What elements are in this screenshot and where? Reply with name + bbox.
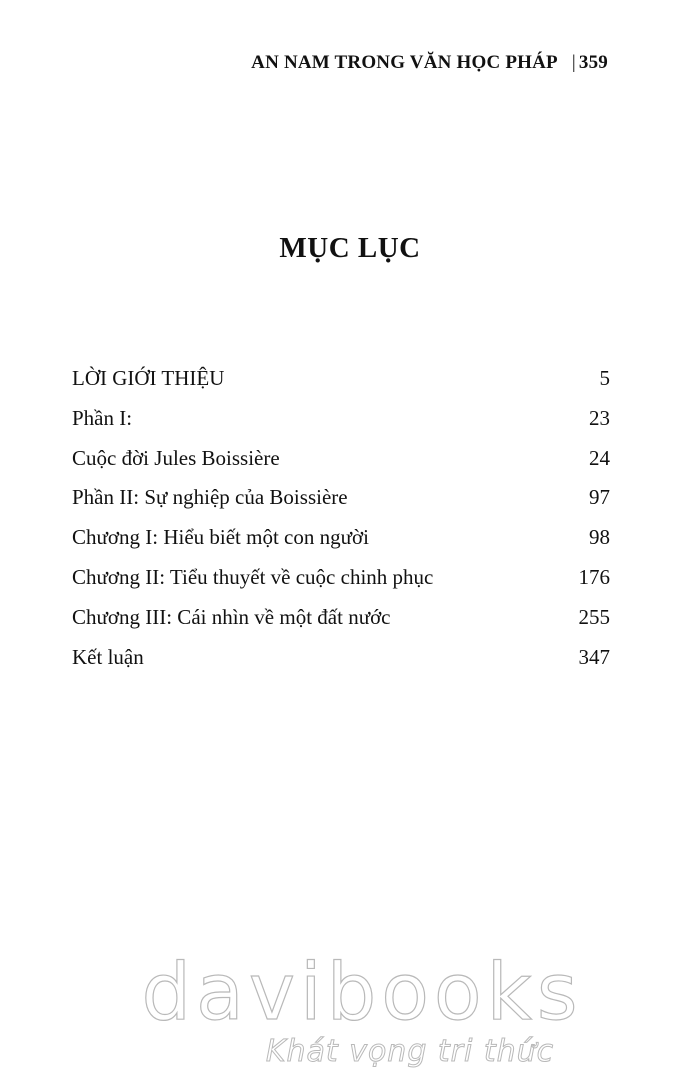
toc-entry-chapter-1: [72, 525, 610, 565]
toc-entry-label: Chương II: Tiểu thuyết về cuộc chinh phục: [72, 564, 434, 589]
toc-entry-label: LỜI GIỚI THIỆU: [72, 366, 225, 390]
page-number: 359: [578, 52, 608, 73]
table-of-contents: [72, 366, 610, 684]
running-header: [251, 52, 608, 74]
toc-entry-part-2: [72, 485, 610, 525]
header-separator: |: [571, 52, 576, 73]
toc-entry-label: Cuộc đời Jules Boissière: [72, 445, 280, 470]
toc-entry-label: Kết luận: [72, 644, 144, 669]
toc-entry-conclusion: [72, 645, 610, 685]
toc-entry-label: Chương I: Hiểu biết một con người: [72, 525, 369, 550]
toc-title: MỤC LỤC: [279, 232, 421, 264]
toc-entry-page: 347: [578, 644, 610, 669]
toc-entry-life: [72, 446, 610, 486]
toc-entry-page: 97: [589, 485, 610, 510]
toc-entry-intro: [72, 366, 610, 406]
toc-entry-page: 255: [578, 604, 610, 629]
toc-entry-page: 24: [589, 445, 610, 470]
book-title: AN NAM TRONG VĂN HỌC PHÁP: [251, 52, 558, 73]
toc-entry-label: Chương III: Cái nhìn về một đất nước: [72, 604, 391, 629]
toc-entry-chapter-3: [72, 605, 610, 645]
toc-entry-label: Phần I:: [72, 405, 133, 430]
toc-entry-page: 176: [578, 564, 610, 589]
toc-entry-label: Phần II: Sự nghiệp của Boissière: [72, 485, 348, 510]
toc-entry-page: 98: [589, 525, 610, 550]
toc-entry-page: 23: [589, 405, 610, 430]
watermark-slogan: Khát vọng tri thức: [265, 1034, 555, 1069]
toc-entry-chapter-2: [72, 565, 610, 605]
toc-entry-part-1: [72, 406, 610, 446]
watermark-brand: davibooks: [141, 948, 583, 1038]
toc-entry-page: 5: [599, 366, 610, 390]
